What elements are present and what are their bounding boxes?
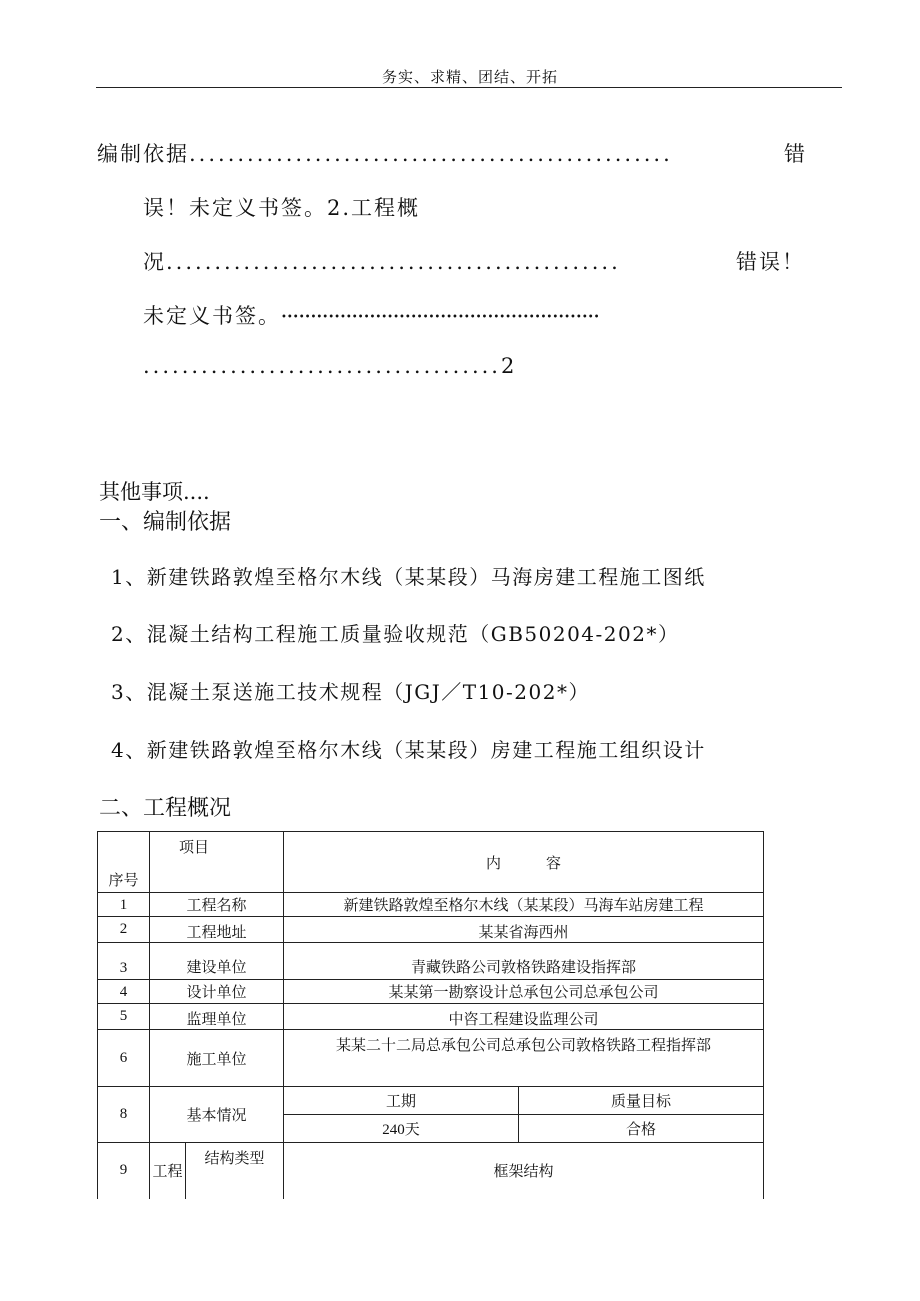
toc-leader-dots: ............................................... [166,250,621,274]
basis-item-4: 4、新建铁路敦煌至格尔木线（某某段）房建工程施工组织设计 [111,738,706,762]
toc-line-1-end: 错 [784,142,807,166]
row-item: 结构类型 [186,1143,284,1199]
quality-value: 合格 [519,1115,764,1143]
row-item: 监理单位 [150,1004,284,1030]
row-item: 设计单位 [150,980,284,1004]
toc-line-4 [143,300,600,330]
header-no: 序号 [98,832,150,893]
row-content: 青藏铁路公司敦格铁路建设指挥部 [284,943,764,980]
toc-line-5 [143,354,516,378]
row-group: 工程 [150,1143,186,1199]
toc-entry-label[interactable]: 况 [143,250,166,274]
table-row [98,943,764,980]
project-overview-table [97,831,764,1199]
toc-entry-label: 未定义书签。 [143,304,281,328]
row-no: 2 [98,917,150,943]
table-row [98,893,764,917]
toc-leader-dots: ..................................... [143,354,501,378]
row-no: 3 [98,943,150,980]
period-value: 240天 [284,1115,519,1143]
table-row-basic-info [98,1087,764,1115]
table-row [98,1030,764,1087]
header-divider [96,87,842,88]
row-content: 某某二十二局总承包公司总承包公司敦格铁路工程指挥部 [284,1030,764,1087]
row-item: 施工单位 [150,1030,284,1087]
row-item: 工程地址 [150,917,284,943]
row-no: 9 [98,1143,150,1199]
section-1-title: 一、编制依据 [99,510,232,535]
header-motto: 务实、求精、团结、开拓 [381,68,558,86]
row-item: 基本情况 [150,1087,284,1143]
table-header-row [98,832,764,893]
basis-item-1: 1、新建铁路敦煌至格尔木线（某某段）马海房建工程施工图纸 [111,565,706,589]
table-row [98,1143,764,1199]
toc-line-3-end: 错误！ [736,250,805,274]
toc-line-1 [97,138,673,168]
toc-leader-dots: .................................................. [189,142,673,166]
quality-label: 质量目标 [519,1087,764,1115]
basis-item-3: 3、混凝土泵送施工技术规程（JGJ／T10-202*） [111,680,590,704]
basis-item-2: 2、混凝土结构工程施工质量验收规范（GB50204-202*） [111,622,680,646]
row-content: 某某省海西州 [284,917,764,943]
row-content: 中咨工程建设监理公司 [284,1004,764,1030]
row-content: 某某第一勘察设计总承包公司总承包公司 [284,980,764,1004]
toc-entry-label[interactable]: 编制依据 [97,142,189,166]
other-matters: 其他事项.... [99,480,210,504]
row-no: 8 [98,1087,150,1143]
row-no: 5 [98,1004,150,1030]
toc-page-number: 2 [501,354,517,378]
row-no: 4 [98,980,150,1004]
header-content: 内 容 [284,832,764,893]
toc-line-2: 误！未定义书签。2.工程概 [143,196,421,220]
row-content: 新建铁路敦煌至格尔木线（某某段）马海车站房建工程 [284,893,764,917]
table-row [98,980,764,1004]
toc-bullet-leader: •••••••••••••••••••••••••••••••••••••••••••••••••••••• [281,312,600,323]
table-row [98,917,764,943]
row-item: 建设单位 [150,943,284,980]
row-no: 6 [98,1030,150,1087]
row-no: 1 [98,893,150,917]
section-2-title: 二、工程概况 [99,796,232,821]
table-row [98,1004,764,1030]
period-label: 工期 [284,1087,519,1115]
toc-line-3 [143,246,621,276]
header-item: 项目 [150,832,284,893]
row-item: 工程名称 [150,893,284,917]
row-content: 框架结构 [284,1143,764,1199]
